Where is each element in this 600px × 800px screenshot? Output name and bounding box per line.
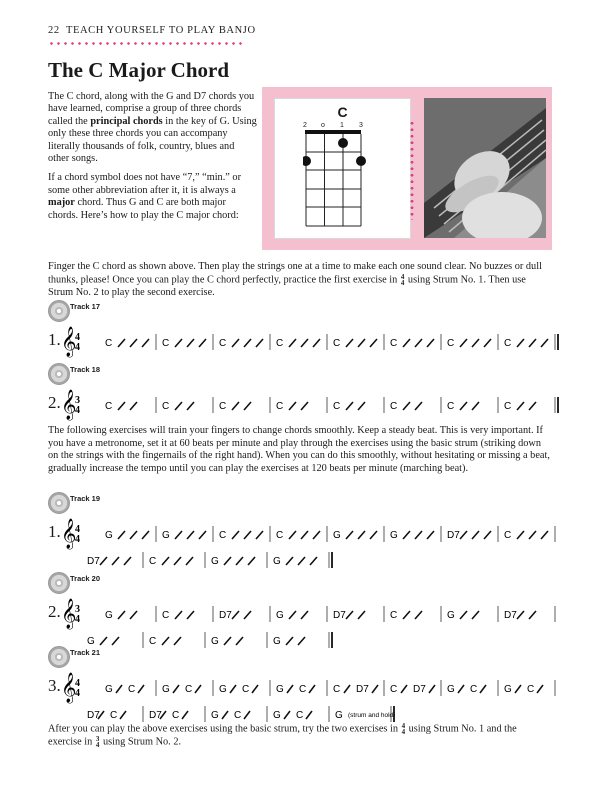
strum-slash bbox=[429, 685, 435, 693]
chord-symbol: C bbox=[333, 338, 341, 349]
chord-symbol: G bbox=[447, 610, 455, 621]
exercise-track-21 bbox=[44, 646, 554, 721]
time-signature-top: 3 bbox=[75, 604, 80, 615]
chord-symbol: C bbox=[333, 401, 341, 412]
chord-symbol: G bbox=[162, 684, 170, 695]
cd-icon bbox=[48, 300, 70, 322]
strum-slash bbox=[515, 685, 521, 693]
chord-symbol: C bbox=[390, 684, 398, 695]
chord-symbol: D7 bbox=[149, 710, 162, 721]
inline-time-signature: 4 4 bbox=[400, 272, 405, 287]
strum-slash bbox=[230, 685, 236, 693]
strum-slash bbox=[358, 611, 365, 619]
exercise-track-19 bbox=[44, 492, 554, 572]
strum-slash bbox=[142, 339, 149, 347]
strum-slash bbox=[118, 531, 125, 539]
instruction-paragraph-1: Finger the C chord as shown above. Then play the strings one at a time to make each one sound clear. No buzzes or dull thunks, please! Once you can play the C chord perfectly, practice the first exercise in 4 4 using Strum No. 1. Then use Strum No. 2 to play the second exercise. bbox=[48, 261, 542, 298]
strum-slash bbox=[173, 685, 179, 693]
book-title: TEACH YOURSELF TO PLAY BANJO bbox=[65, 25, 256, 36]
strum-slash bbox=[484, 531, 491, 539]
chord-symbol: C bbox=[447, 401, 455, 412]
time-signature-top: 4 bbox=[75, 678, 80, 689]
strum-slash bbox=[415, 339, 422, 347]
treble-clef-icon: 𝄞 bbox=[61, 327, 77, 357]
finger-label: 3 bbox=[359, 122, 363, 129]
time-signature-bottom: 4 bbox=[75, 688, 80, 699]
cd-icon bbox=[48, 492, 70, 514]
chord-symbol: C bbox=[234, 710, 242, 721]
strum-slash bbox=[256, 531, 263, 539]
chord-name: C bbox=[337, 104, 348, 120]
strum-slash bbox=[175, 402, 182, 410]
time-signature-bottom: 4 bbox=[75, 405, 80, 416]
instruction-paragraph-2: The following exercises will train your fingers to change chords smoothly. Keep a steady beat. This is very important. If you have a metronome, set it at 60 beats per minute and play through the exercises using the basic strum (striking down on the strings with the fingernails of the right hand). When you can do this smoothly, without hesitating or missing a beat, gradually increase the tempo until you can play the exercises at 120 beats per minute (marching beat). bbox=[48, 425, 550, 474]
strum-slash bbox=[415, 402, 422, 410]
strum-slash bbox=[289, 402, 296, 410]
strum-slash bbox=[142, 531, 149, 539]
strum-hold-note: (strum and hold) bbox=[348, 712, 396, 719]
rhythm-staff bbox=[44, 600, 554, 628]
strum-slash bbox=[529, 531, 536, 539]
hand-illustration bbox=[424, 98, 546, 238]
strum-slash bbox=[346, 339, 353, 347]
chord-symbol: C bbox=[242, 684, 250, 695]
chord-symbol: G bbox=[211, 710, 219, 721]
chord-symbol: C bbox=[110, 710, 118, 721]
fretboard-grid bbox=[303, 130, 373, 230]
strum-slash bbox=[187, 402, 194, 410]
chord-symbol: C bbox=[162, 610, 170, 621]
intro-paragraph-1: The C chord, along with the G and D7 chords you have learned, comprise a group of three chords called the principal chords in the key of G. Using only these three chords you can accompany literally thousands of folk, country, blues and other songs. bbox=[48, 91, 257, 165]
treble-clef-icon: 𝄞 bbox=[61, 519, 77, 549]
strum-slash bbox=[460, 611, 467, 619]
chord-symbol: C bbox=[172, 710, 180, 721]
strum-slash bbox=[289, 611, 296, 619]
strum-slash bbox=[232, 531, 239, 539]
finger-label: o bbox=[321, 122, 325, 129]
strum-slash bbox=[472, 339, 479, 347]
strum-slash bbox=[222, 711, 228, 719]
rhythm-staff bbox=[44, 674, 554, 702]
strum-slash bbox=[289, 531, 296, 539]
strum-slash bbox=[460, 531, 467, 539]
chord-symbol: C bbox=[504, 530, 512, 541]
running-header bbox=[48, 25, 256, 36]
strum-slash bbox=[541, 531, 548, 539]
finger-label: 1 bbox=[340, 122, 344, 129]
treble-clef-icon: 𝄞 bbox=[61, 390, 77, 420]
strum-slash bbox=[529, 339, 536, 347]
strum-slash bbox=[287, 685, 293, 693]
time-signature-top: 3 bbox=[75, 395, 80, 406]
strum-slash bbox=[403, 531, 410, 539]
strum-slash bbox=[313, 339, 320, 347]
intro-text bbox=[48, 91, 258, 229]
strum-slash bbox=[541, 339, 548, 347]
strum-slash bbox=[403, 339, 410, 347]
strum-slash bbox=[286, 637, 293, 645]
strum-slash bbox=[517, 611, 524, 619]
strum-slash bbox=[286, 557, 293, 565]
strum-slash bbox=[124, 557, 131, 565]
strum-slash bbox=[138, 685, 144, 693]
chord-symbol: C bbox=[276, 338, 284, 349]
chord-symbol: D7 bbox=[356, 684, 369, 695]
time-signature-bottom: 4 bbox=[75, 342, 80, 353]
strum-slash bbox=[118, 339, 125, 347]
strum-slash bbox=[372, 685, 378, 693]
strum-slash bbox=[309, 685, 315, 693]
chord-symbol: D7 bbox=[333, 610, 346, 621]
chord-symbol: G bbox=[273, 636, 281, 647]
chord-symbol: C bbox=[470, 684, 478, 695]
exercise-track-18 bbox=[44, 363, 554, 423]
chord-symbol: G bbox=[335, 710, 343, 721]
strum-slash bbox=[174, 557, 181, 565]
finger-dot bbox=[356, 156, 366, 166]
strum-slash bbox=[529, 402, 536, 410]
strum-slash bbox=[460, 339, 467, 347]
strum-slash bbox=[100, 557, 107, 565]
strum-slash bbox=[244, 711, 250, 719]
hand-photo bbox=[424, 98, 546, 238]
intro-paragraph-2: If a chord symbol does not have “7,” “min.” or some other abbreviation after it, it is always a major chord. Thus G and C are both major chords. Here’s how to play the C major chord: bbox=[48, 172, 242, 221]
strum-slash bbox=[118, 402, 125, 410]
chord-symbol: C bbox=[276, 530, 284, 541]
chord-symbol: D7 bbox=[87, 556, 100, 567]
strum-slash bbox=[370, 531, 377, 539]
chord-symbol: C bbox=[162, 338, 170, 349]
exercise-track-17 bbox=[44, 300, 554, 360]
exercise-number: 2. bbox=[48, 393, 61, 412]
chord-symbol: C bbox=[219, 338, 227, 349]
strum-slash bbox=[236, 557, 243, 565]
chord-symbol: G bbox=[87, 636, 95, 647]
chord-symbol: G bbox=[273, 710, 281, 721]
chord-symbol: G bbox=[211, 636, 219, 647]
strum-slash bbox=[232, 402, 239, 410]
chord-symbol: C bbox=[504, 338, 512, 349]
chord-symbol: C bbox=[527, 684, 535, 695]
strum-slash bbox=[472, 402, 479, 410]
chord-symbol: D7 bbox=[447, 530, 460, 541]
track-label: Track 19 bbox=[70, 494, 101, 503]
chord-symbol: G bbox=[105, 610, 113, 621]
exercise-number: 1. bbox=[48, 330, 61, 349]
strum-slash bbox=[130, 402, 137, 410]
strum-slash bbox=[301, 611, 308, 619]
chord-symbol: C bbox=[105, 401, 113, 412]
strum-slash bbox=[344, 685, 350, 693]
track-label: Track 21 bbox=[70, 648, 101, 657]
chord-symbol: G bbox=[504, 684, 512, 695]
strum-slash bbox=[244, 611, 251, 619]
finger-dot bbox=[338, 138, 348, 148]
rhythm-staff bbox=[44, 546, 554, 574]
strum-slash bbox=[100, 637, 107, 645]
strum-slash bbox=[427, 339, 434, 347]
strum-slash bbox=[186, 557, 193, 565]
time-signature-bottom: 4 bbox=[75, 614, 80, 625]
inline-time-signature: 4 4 bbox=[401, 722, 406, 736]
strum-slash bbox=[248, 557, 255, 565]
cd-icon bbox=[48, 646, 70, 668]
chord-symbol: C bbox=[447, 338, 455, 349]
chord-symbol: G bbox=[273, 556, 281, 567]
rhythm-staff bbox=[44, 520, 554, 548]
strum-slash bbox=[415, 611, 422, 619]
strum-slash bbox=[120, 711, 126, 719]
panel-dot-divider bbox=[410, 120, 414, 220]
chord-symbol: G bbox=[333, 530, 341, 541]
strum-slash bbox=[244, 402, 251, 410]
strum-slash bbox=[284, 711, 290, 719]
strum-slash bbox=[358, 531, 365, 539]
strum-slash bbox=[301, 402, 308, 410]
strum-slash bbox=[112, 637, 119, 645]
strum-slash bbox=[346, 402, 353, 410]
finger-dot bbox=[303, 156, 311, 166]
chord-symbol: G bbox=[447, 684, 455, 695]
strum-slash bbox=[199, 339, 206, 347]
strum-slash bbox=[310, 557, 317, 565]
chord-symbol: C bbox=[390, 338, 398, 349]
strum-slash bbox=[232, 339, 239, 347]
exercise-number: 2. bbox=[48, 602, 61, 621]
strum-slash bbox=[175, 339, 182, 347]
strum-slash bbox=[472, 531, 479, 539]
page-title: The C Major Chord bbox=[48, 58, 230, 82]
time-signature-bottom: 4 bbox=[75, 534, 80, 545]
time-signature-top: 4 bbox=[75, 524, 80, 535]
chord-symbol: C bbox=[219, 530, 227, 541]
chord-symbol: C bbox=[219, 401, 227, 412]
strum-slash bbox=[358, 402, 365, 410]
chord-symbol: G bbox=[105, 684, 113, 695]
strum-slash bbox=[195, 685, 201, 693]
track-label: Track 18 bbox=[70, 365, 101, 374]
chord-symbol: G bbox=[390, 530, 398, 541]
strum-slash bbox=[529, 611, 536, 619]
chord-symbol: C bbox=[149, 636, 157, 647]
strum-slash bbox=[116, 685, 122, 693]
chord-symbol: C bbox=[149, 556, 157, 567]
strum-slash bbox=[298, 637, 305, 645]
strum-slash bbox=[199, 531, 206, 539]
chord-symbol: C bbox=[185, 684, 193, 695]
strum-slash bbox=[306, 711, 312, 719]
page-number: 22 bbox=[48, 25, 60, 36]
chord-symbol: D7 bbox=[504, 610, 517, 621]
strum-slash bbox=[118, 611, 125, 619]
chord-symbol: G bbox=[162, 530, 170, 541]
strum-slash bbox=[415, 531, 422, 539]
strum-slash bbox=[224, 637, 231, 645]
chord-symbol: C bbox=[128, 684, 136, 695]
strum-slash bbox=[403, 611, 410, 619]
exercise-number: 3. bbox=[48, 676, 61, 695]
track-label: Track 17 bbox=[70, 302, 101, 311]
strum-slash bbox=[256, 339, 263, 347]
strum-slash bbox=[232, 611, 239, 619]
strum-slash bbox=[427, 531, 434, 539]
strum-slash bbox=[401, 685, 407, 693]
time-signature-top: 4 bbox=[75, 332, 80, 343]
strum-slash bbox=[346, 611, 353, 619]
exercise-number: 1. bbox=[48, 522, 61, 541]
strum-slash bbox=[472, 611, 479, 619]
chord-symbol: G bbox=[276, 684, 284, 695]
treble-clef-icon: 𝄞 bbox=[61, 673, 77, 703]
treble-clef-icon: 𝄞 bbox=[61, 599, 77, 629]
header-dotted-rule bbox=[48, 42, 244, 45]
strum-slash bbox=[517, 531, 524, 539]
strum-slash bbox=[313, 531, 320, 539]
chord-symbol: G bbox=[276, 610, 284, 621]
chord-symbol: D7 bbox=[87, 710, 100, 721]
strum-slash bbox=[301, 339, 308, 347]
chord-symbol: C bbox=[390, 610, 398, 621]
rhythm-staff bbox=[44, 391, 554, 419]
strum-slash bbox=[175, 531, 182, 539]
chord-symbol: G bbox=[105, 530, 113, 541]
chord-symbol: C bbox=[296, 710, 304, 721]
strum-slash bbox=[370, 339, 377, 347]
strum-slash bbox=[403, 402, 410, 410]
chord-symbol: C bbox=[333, 684, 341, 695]
chord-diagram-box bbox=[274, 98, 411, 239]
strum-slash bbox=[517, 402, 524, 410]
chord-symbol: C bbox=[162, 401, 170, 412]
strum-slash bbox=[187, 531, 194, 539]
strum-slash bbox=[130, 339, 137, 347]
strum-slash bbox=[460, 402, 467, 410]
strum-slash bbox=[187, 339, 194, 347]
chord-symbol: C bbox=[276, 401, 284, 412]
finger-label: 2 bbox=[303, 122, 307, 129]
chord-symbol: C bbox=[504, 401, 512, 412]
chord-symbol: C bbox=[390, 401, 398, 412]
inline-time-signature: 3 4 bbox=[95, 734, 100, 749]
chord-symbol: D7 bbox=[219, 610, 232, 621]
strum-slash bbox=[289, 339, 296, 347]
cd-icon bbox=[48, 363, 70, 385]
strum-slash bbox=[130, 611, 137, 619]
strum-slash bbox=[298, 557, 305, 565]
chord-symbol: G bbox=[211, 556, 219, 567]
chord-symbol: D7 bbox=[413, 684, 426, 695]
strum-slash bbox=[162, 557, 169, 565]
instruction-paragraph-3: After you can play the above exercises using the basic strum, try the two exercises in 4 4 using Strum No. 1 and the exercise in 3 4 using Strum No. 2. bbox=[48, 722, 517, 749]
strum-slash bbox=[182, 711, 188, 719]
track-label: Track 20 bbox=[70, 574, 101, 583]
strum-slash bbox=[517, 339, 524, 347]
strum-slash bbox=[130, 531, 137, 539]
strum-slash bbox=[244, 339, 251, 347]
strum-slash bbox=[537, 685, 543, 693]
strum-slash bbox=[224, 557, 231, 565]
strum-slash bbox=[301, 531, 308, 539]
chord-symbol: C bbox=[299, 684, 307, 695]
strum-slash bbox=[236, 637, 243, 645]
exercise-track-20 bbox=[44, 572, 554, 647]
strum-slash bbox=[252, 685, 258, 693]
cd-icon bbox=[48, 572, 70, 594]
strum-slash bbox=[480, 685, 486, 693]
chord-symbol: C bbox=[105, 338, 113, 349]
chord-symbol: G bbox=[219, 684, 227, 695]
strum-slash bbox=[112, 557, 119, 565]
strum-slash bbox=[175, 611, 182, 619]
strum-slash bbox=[174, 637, 181, 645]
strum-slash bbox=[358, 339, 365, 347]
strum-slash bbox=[346, 531, 353, 539]
strum-slash bbox=[458, 685, 464, 693]
strum-slash bbox=[187, 611, 194, 619]
rhythm-staff bbox=[44, 328, 554, 356]
strum-slash bbox=[244, 531, 251, 539]
strum-slash bbox=[484, 339, 491, 347]
strum-slash bbox=[162, 637, 169, 645]
